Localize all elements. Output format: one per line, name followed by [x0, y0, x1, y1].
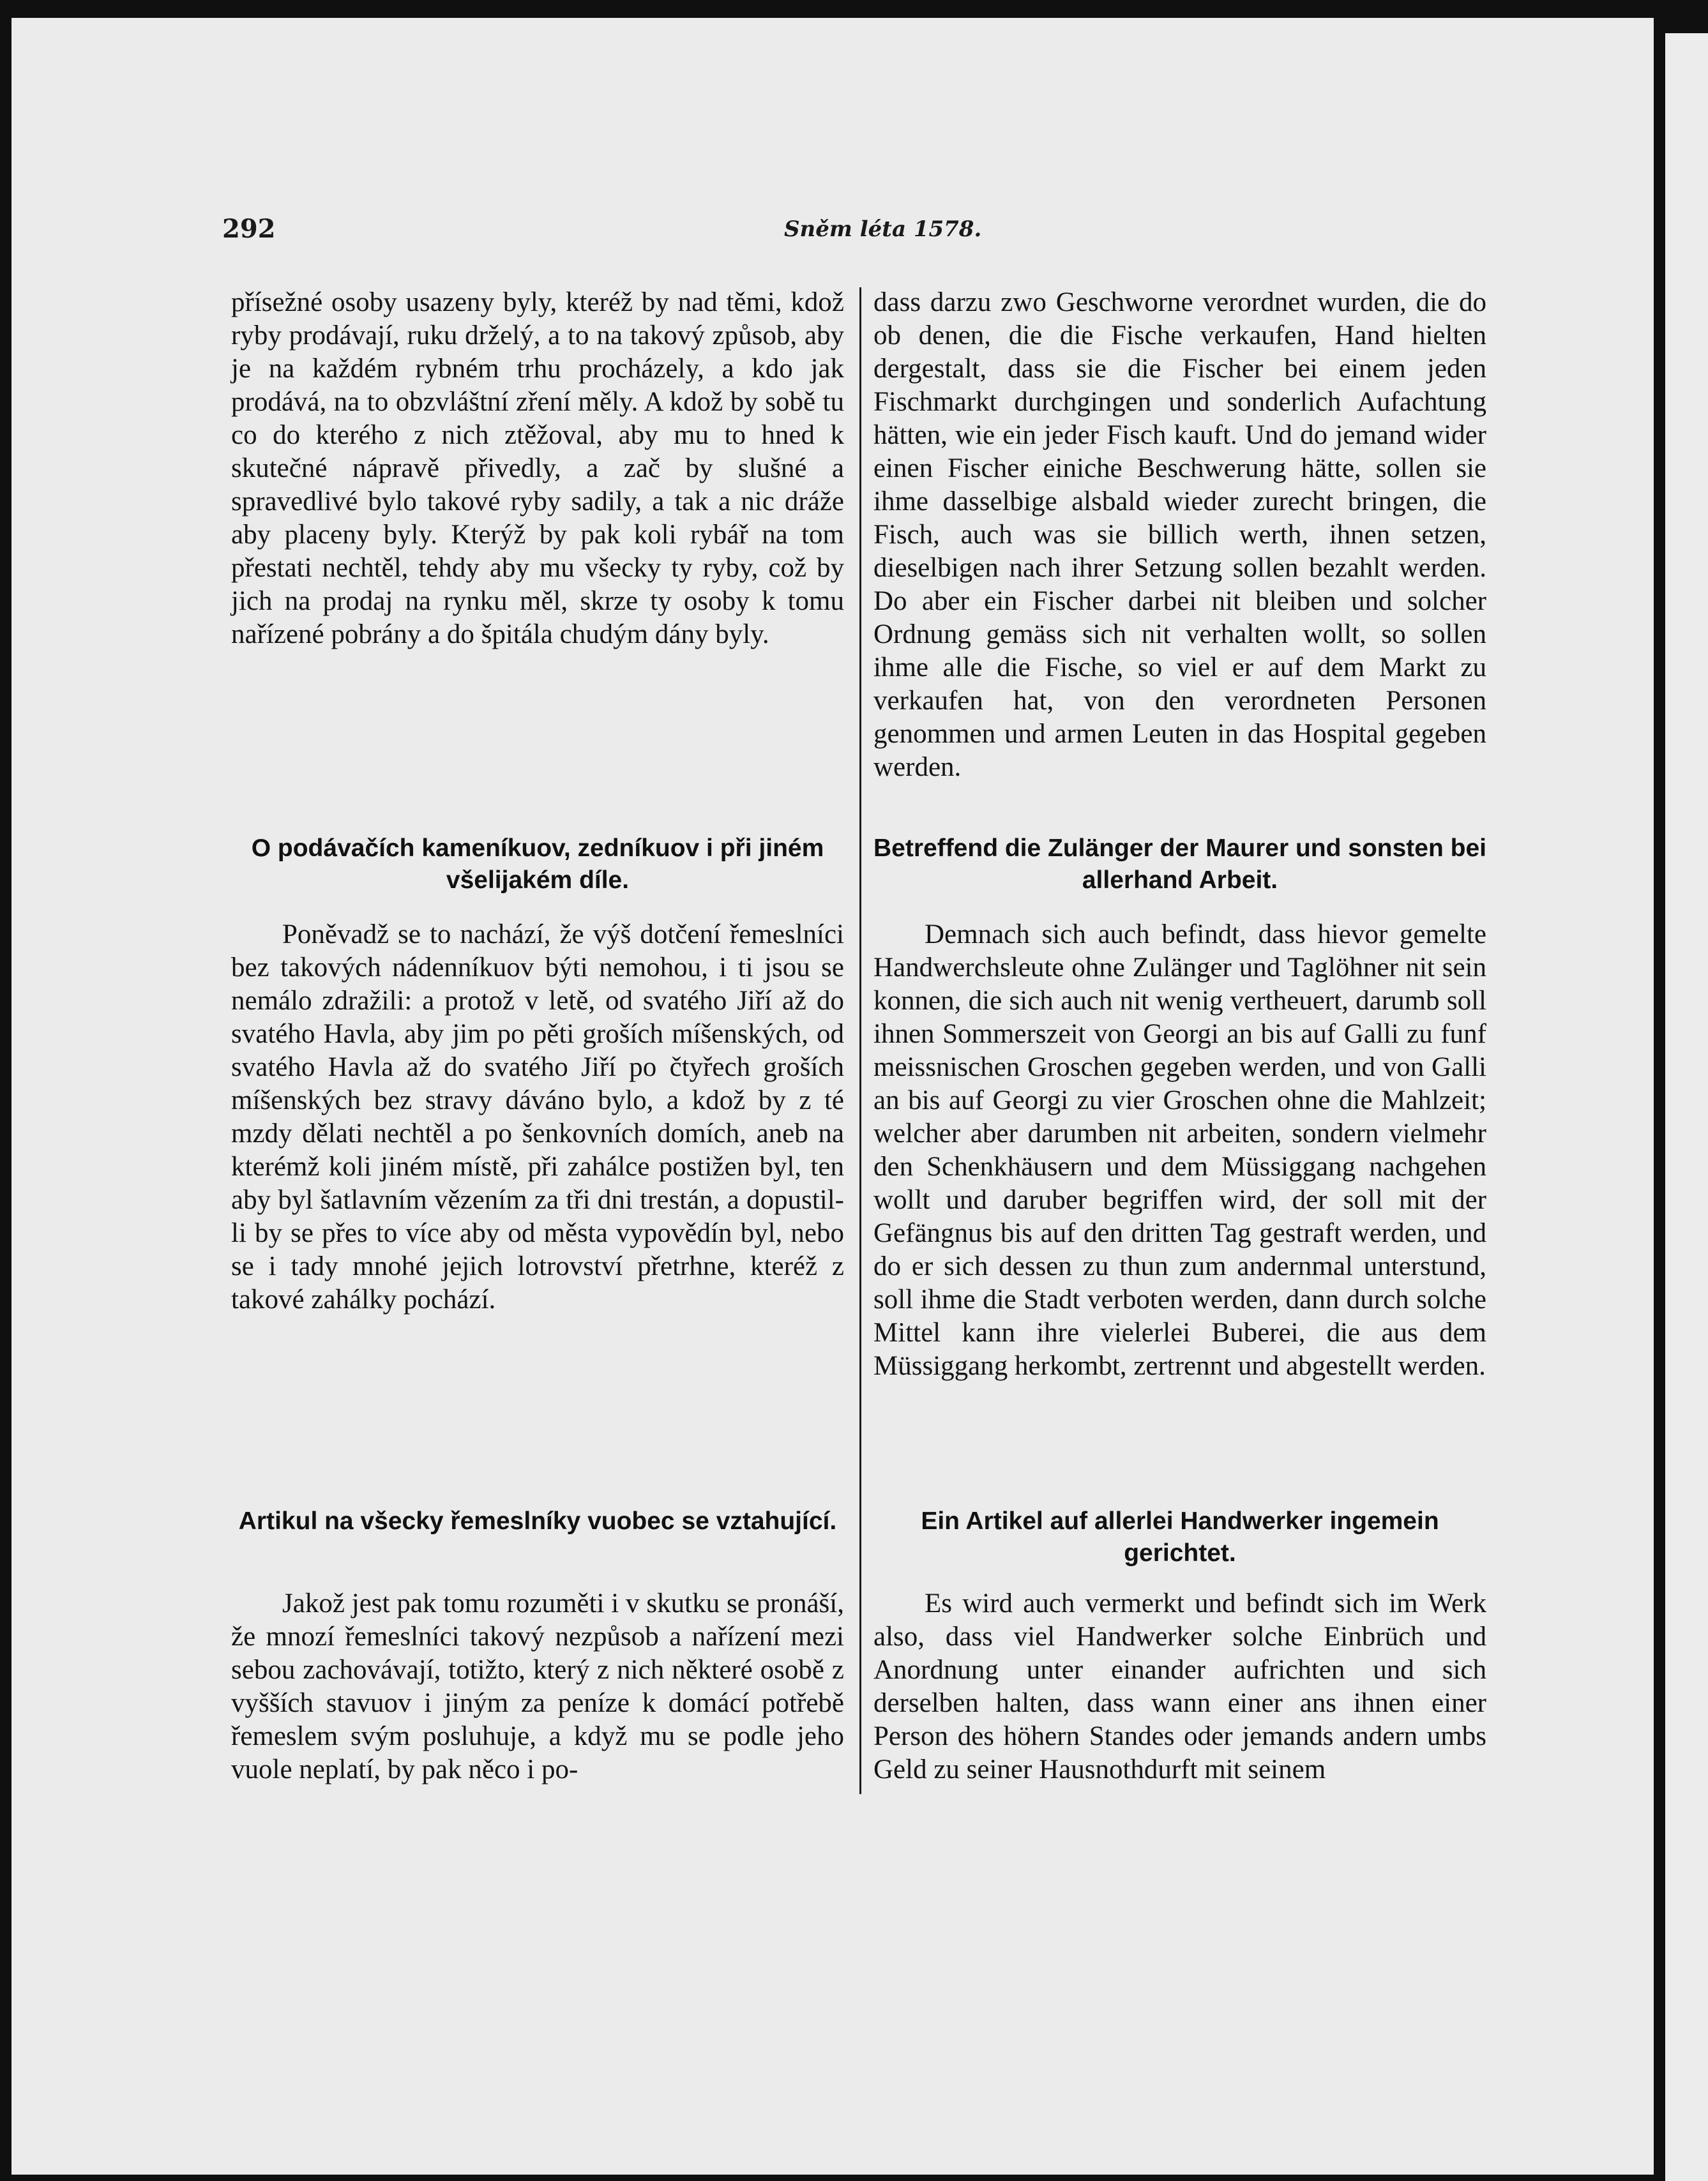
czech-heading-3: Artikul na všecky řemeslníky vuobec se vztahující.: [238, 1507, 837, 1535]
german-paragraph-2: [873, 918, 1486, 1383]
czech-paragraph-1: [231, 286, 844, 651]
adjacent-page-edge: [1665, 33, 1708, 2181]
running-header: [222, 214, 1562, 252]
czech-paragraph-3: [231, 1587, 844, 1786]
czech-paragraph-2: [231, 918, 844, 1317]
paragraph-text: Es wird auch vermerkt und befindt sich im Werk also, dass viel Handwerker solche Einbrüch und Anordnung unter einander aufrichten und sich derselben halten, dass wann einer ans ihnen einer Person des höhern Standes oder jemands andern umbs Geld zu seiner Hausnothdurft mit seinem: [873, 1589, 1486, 1785]
german-paragraph-3: [873, 1587, 1486, 1786]
page-number: 292: [222, 214, 276, 244]
paragraph-text: Demnach sich auch befindt, dass hievor gemelte Handwerchsleute ohne Zulänger und Taglöhner nit sein konnen, die sich auch nit wenig vertheuert, darumb soll ihnen Sommerszeit von Georgi an bis auf Galli zu funf meissnischen Groschen gegeben werden, und von Galli an bis auf Georgi zu vier Groschen ohne die Mahlzeit; welcher aber darumben nit arbeiten, sondern vielmehr den Schenkhäusern und dem Müssiggang nachgehen wollt und daruber begriffen wird, der soll mit der Gefängnus bis auf den dritten Tag gestraft werden, und do er sich dessen zu thun zum andernmal unterstund, soll ihme die Stadt verboten werden, dann durch solche Mittel kann ihre vielerlei Buberei, die aus dem Müssiggang herkombt, zertrennt und abgestellt werden.: [873, 919, 1486, 1381]
german-heading-2: Betreffend die Zulänger der Maurer und sonsten bei allerhand Arbeit.: [873, 834, 1486, 894]
german-heading-3: Ein Artikel auf allerlei Handwerker ingemein gerichtet.: [921, 1507, 1439, 1567]
paragraph-text: Jakož jest pak tomu rozuměti i v skutku se pronáší, že mnozí řemeslníci takový nezpůsob a nařízení mezi sebou zachovávají, totižto, který z nich některé osobě z vyšších stavuov i jiným za peníze k domácí potřebě řemeslem svým posluhuje, a když mu se podle jeho vuole neplatí, by pak něco i po-: [231, 1589, 844, 1785]
czech-heading-2: O podávačích kameníkuov, zedníkuov i při jiném všelijakém díle.: [251, 834, 824, 894]
paragraph-text: dass darzu zwo Geschworne verordnet wurden, die do ob denen, die die Fische verkaufen, Hand hielten dergestalt, dass sie die Fischer bei einem jeden Fischmarkt durchgingen und sonderlich Aufachtung hätten, wie ein jeder Fisch kauft. Und do jemand wider einen Fischer einiche Beschwerung hätte, sollen sie ihme dasselbige alsbald wieder zurecht bringen, die Fisch, auch was sie billich werth, ihnen setzen, dieselbigen nach ihrer Setzung sollen bezahlt werden. Do aber ein Fischer darbei nit bleiben und solcher Ordnung gemäss sich nit verhalten wollt, so sollen ihme alle die Fische, so viel er auf dem Markt zu verkaufen hat, von den verordneten Personen genommen und armen Leuten in das Hospital gegeben werden.: [873, 287, 1486, 782]
running-title: Sněm léta 1578.: [784, 216, 982, 242]
column-divider: [859, 287, 861, 1794]
paragraph-text: Poněvadž se to nachází, že výš dotčení řemeslníci bez takových nádenníkuov býti nemohou, i ti jsou se nemálo zdražili: a protož v letě, od svatého Jiří až do svatého Havla, aby jim po pěti groších míšenských, od svatého Havla až do svatého Jiří po čtyřech groších míšenských bez stravy dáváno bylo, a kdož by z té mzdy dělati nechtěl a po šenkovních domích, aneb na kterémž koli jiném místě, při zahálce postižen byl, ten aby byl šatlavním vězením za tři dni trestán, a dopustil-li by se přes to více aby od města vypovědín byl, nebo se i tady mnohé jejich lotrovství přetrhne, kteréž z takové zahálky pochází.: [231, 919, 844, 1315]
german-paragraph-1: [873, 286, 1486, 784]
paragraph-text: přísežné osoby usazeny byly, kteréž by nad těmi, kdož ryby prodávají, ruku drželý, a to na takový způsob, aby je na každém rybném trhu procházely, a kdo jak prodává, na to obzvláštní zření měly. A kdož by sobě tu co do kterého z nich ztěžoval, aby mu to hned k skutečné nápravě přivedly, a zač by slušné a spravedlivé bylo takové ryby sadily, a tak a nic dráže aby placeny byly. Kterýž by pak koli rybář na tom přestati nechtěl, tehdy aby mu všecky ty ryby, což by jich na prodaj na rynku měl, skrze ty osoby k tomu nařízené pobrány a do špitála chudým dány byly.: [231, 287, 844, 649]
